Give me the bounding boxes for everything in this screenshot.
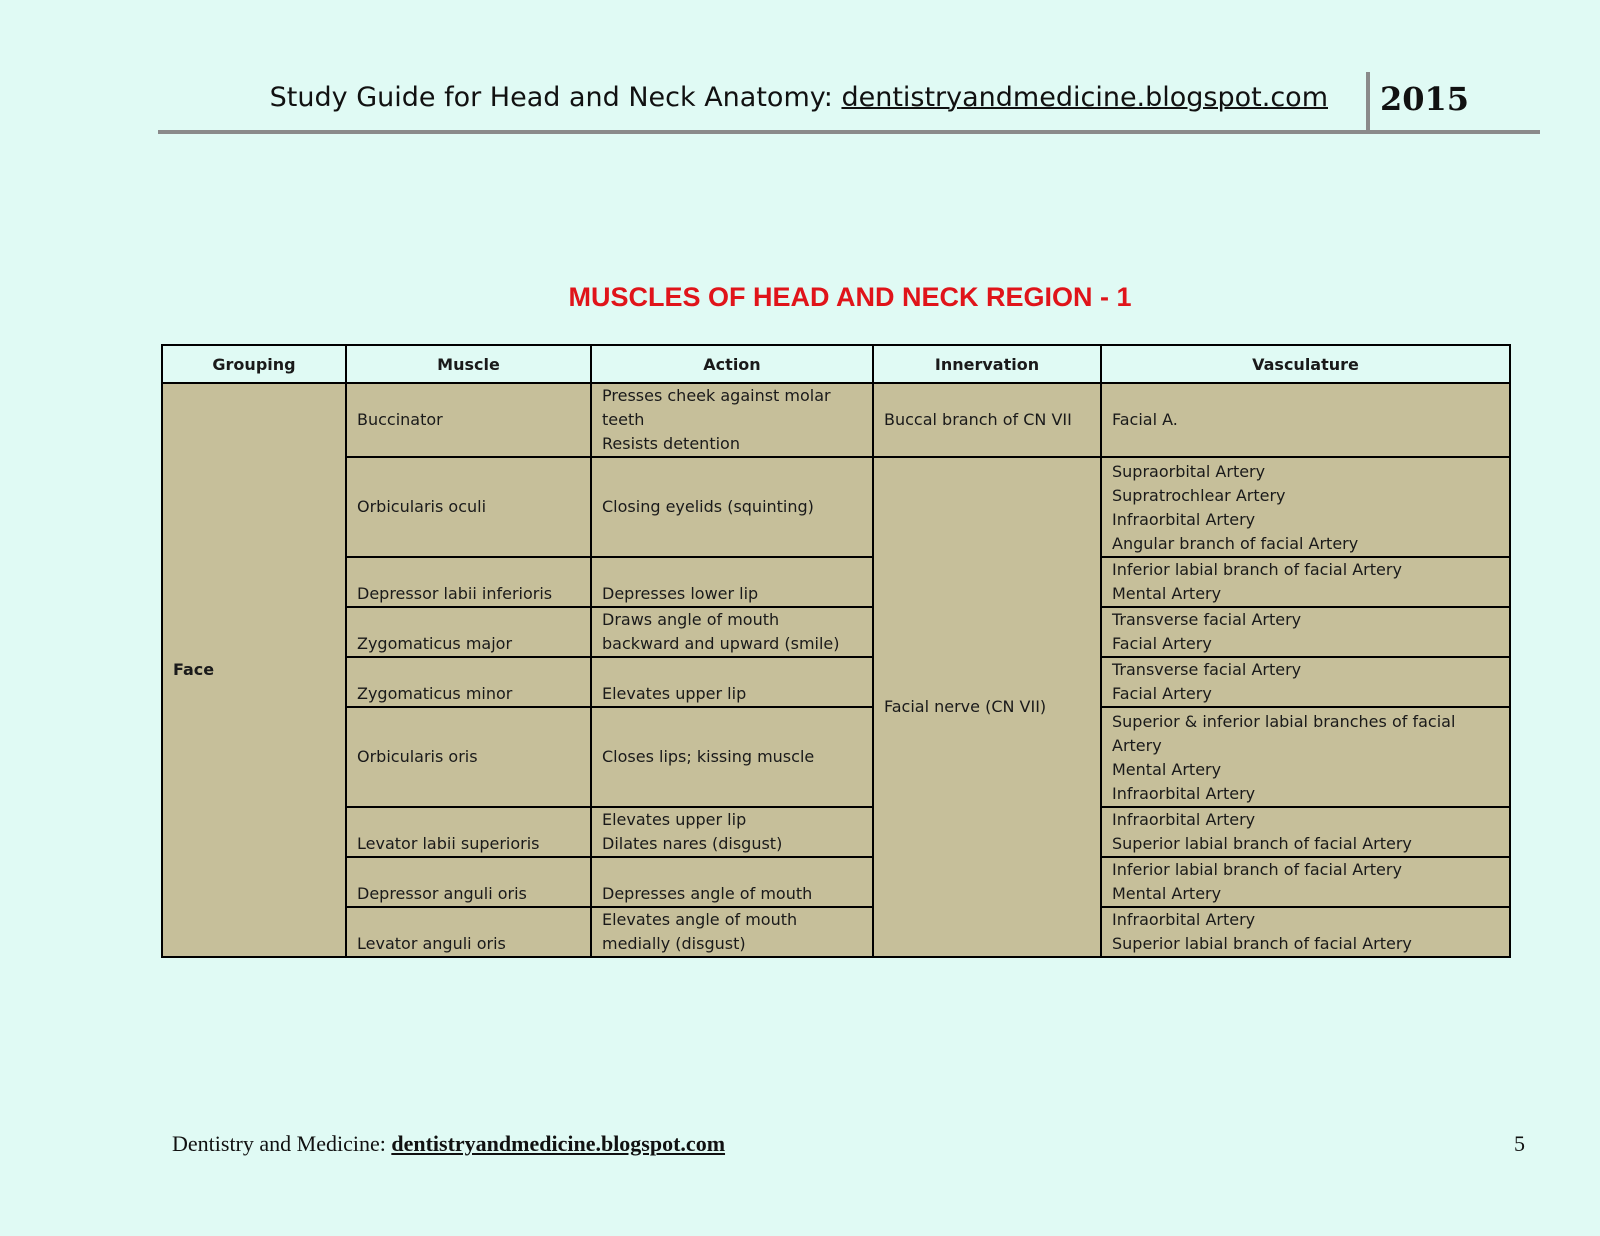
vasculature-line: Mental Artery — [1112, 760, 1222, 779]
vasculature-line: Supraorbital Artery — [1112, 462, 1266, 481]
action-cell — [591, 907, 873, 957]
table-row — [162, 857, 1510, 907]
vasculature-cell — [1101, 907, 1510, 957]
muscle-cell: Depressor anguli oris — [346, 857, 591, 907]
vasculature-cell — [1101, 607, 1510, 657]
page-header — [158, 72, 1540, 134]
table-row — [162, 557, 1510, 607]
vasculature-line: Infraorbital Artery — [1112, 510, 1256, 529]
muscle-cell: Buccinator — [346, 383, 591, 457]
column-header-vasculature: Vasculature — [1101, 345, 1510, 383]
vasculature-line: Superior labial branch of facial Artery — [1112, 934, 1412, 953]
vasculature-cell — [1101, 457, 1510, 557]
column-header-grouping: Grouping — [162, 345, 346, 383]
table-row — [162, 807, 1510, 857]
action-line: Elevates upper lip — [602, 810, 747, 829]
action-cell — [591, 457, 873, 557]
action-cell — [591, 707, 873, 807]
action-cell — [591, 557, 873, 607]
action-line: Elevates upper lip — [602, 684, 747, 703]
vasculature-line: Facial Artery — [1112, 684, 1212, 703]
action-line: Dilates nares (disgust) — [602, 834, 783, 853]
column-header-muscle: Muscle — [346, 345, 591, 383]
action-line: Presses cheek against molar — [602, 386, 831, 405]
action-line: Closing eyelids (squinting) — [602, 497, 814, 516]
table-row — [162, 607, 1510, 657]
vasculature-line: Mental Artery — [1112, 584, 1222, 603]
table-header-row — [162, 345, 1510, 383]
muscle-cell: Zygomaticus major — [346, 607, 591, 657]
vasculature-line: Inferior labial branch of facial Artery — [1112, 860, 1402, 879]
vasculature-line: Artery — [1112, 736, 1162, 755]
table-row — [162, 383, 1510, 457]
action-cell — [591, 383, 873, 457]
vasculature-line: Infraorbital Artery — [1112, 810, 1256, 829]
muscle-cell: Depressor labii inferioris — [346, 557, 591, 607]
muscles-table — [161, 344, 1511, 958]
page-number: 5 — [1514, 1131, 1525, 1156]
action-line: medially (disgust) — [602, 934, 746, 953]
vasculature-line: Mental Artery — [1112, 884, 1222, 903]
header-divider — [1366, 72, 1370, 130]
action-line: Resists detention — [602, 434, 740, 453]
muscle-cell: Levator anguli oris — [346, 907, 591, 957]
vasculature-line: Superior & inferior labial branches of facial — [1112, 712, 1456, 731]
action-line: teeth — [602, 410, 645, 429]
vasculature-cell — [1101, 807, 1510, 857]
document-title: MUSCLES OF HEAD AND NECK REGION - 1 — [568, 282, 1132, 312]
muscle-cell: Zygomaticus minor — [346, 657, 591, 707]
table-row — [162, 657, 1510, 707]
vasculature-cell — [1101, 383, 1510, 457]
page-footer — [172, 1131, 725, 1157]
vasculature-line: Superior labial branch of facial Artery — [1112, 834, 1412, 853]
grouping-cell: Face — [162, 383, 346, 957]
header-year: 2015 — [1380, 80, 1470, 118]
vasculature-cell — [1101, 557, 1510, 607]
table-row — [162, 457, 1510, 557]
vasculature-line: Infraorbital Artery — [1112, 910, 1256, 929]
action-line: Draws angle of mouth — [602, 610, 780, 629]
table-row — [162, 907, 1510, 957]
muscle-cell: Orbicularis oculi — [346, 457, 591, 557]
vasculature-line: Facial Artery — [1112, 634, 1212, 653]
innervation-cell: Buccal branch of CN VII — [873, 383, 1101, 457]
header-title — [270, 82, 1328, 113]
table-row — [162, 707, 1510, 807]
vasculature-cell — [1101, 857, 1510, 907]
footer-blog-link[interactable]: dentistryandmedicine.blogspot.com — [391, 1131, 726, 1156]
vasculature-cell — [1101, 657, 1510, 707]
vasculature-line: Angular branch of facial Artery — [1112, 534, 1359, 553]
vasculature-line: Transverse facial Artery — [1112, 660, 1302, 679]
vasculature-line: Supratrochlear Artery — [1112, 486, 1286, 505]
action-line: Depresses lower lip — [602, 584, 759, 603]
vasculature-line: Inferior labial branch of facial Artery — [1112, 560, 1402, 579]
muscle-cell: Orbicularis oris — [346, 707, 591, 807]
innervation-cell: Facial nerve (CN VII) — [873, 457, 1101, 957]
header-title-text: Study Guide for Head and Neck Anatomy: — [269, 82, 842, 113]
column-header-action: Action — [591, 345, 873, 383]
action-line: Closes lips; kissing muscle — [602, 747, 815, 766]
vasculature-cell — [1101, 707, 1510, 807]
action-cell — [591, 657, 873, 707]
action-line: backward and upward (smile) — [602, 634, 840, 653]
muscle-cell: Levator labii superioris — [346, 807, 591, 857]
vasculature-line: Infraorbital Artery — [1112, 784, 1256, 803]
vasculature-line: Transverse facial Artery — [1112, 610, 1302, 629]
action-line: Elevates angle of mouth — [602, 910, 798, 929]
action-cell — [591, 857, 873, 907]
action-line: Depresses angle of mouth — [602, 884, 813, 903]
column-header-innervation: Innervation — [873, 345, 1101, 383]
vasculature-line: Facial A. — [1112, 410, 1178, 429]
header-blog-link[interactable]: dentistryandmedicine.blogspot.com — [841, 82, 1328, 113]
action-cell — [591, 607, 873, 657]
action-cell — [591, 807, 873, 857]
footer-text: Dentistry and Medicine: — [172, 1131, 392, 1156]
